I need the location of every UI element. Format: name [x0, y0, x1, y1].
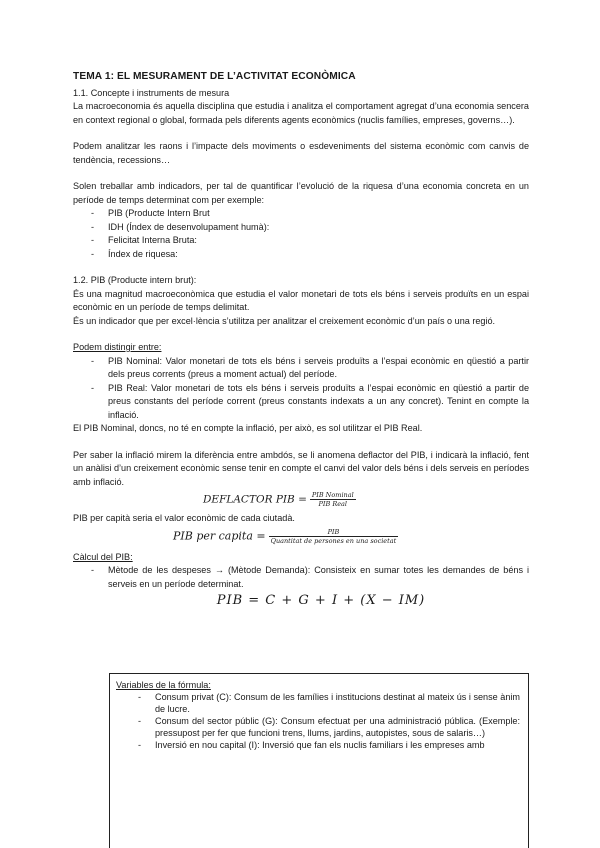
subheading: Càlcul del PIB: [73, 551, 133, 562]
list-item: - Consum privat (C): Consum de les famílies i institucions destinat al mateix ús i sense ànim de lucre. [138, 691, 520, 715]
list-item: - Felicitat Interna Bruta: [91, 234, 529, 248]
subheading: Podem distingir entre: [73, 342, 162, 352]
paragraph: La macroeconomia és aquella disciplina que estudia i analitza el comportament agregat d’una economia sencera en context regional o global, formada pels diferents agents econòmics (nuclis famílies, empreses, governs…). [73, 101, 529, 125]
list-item: - IDH (Índex de desenvolupament humà): [91, 221, 529, 235]
section-heading-1-1: 1.1. Concepte i instruments de mesura [73, 87, 230, 98]
section-heading-1-2: 1.2. PIB (Producte intern brut): [73, 275, 197, 285]
per-capita-formula: PIB per capita = $\frac{\text{PIB}}{\text{Quantitat de persones en una societat}}$ [173, 527, 397, 545]
pib-types-list [73, 355, 529, 423]
paragraph: Solen treballar amb indicadors, per tal de quantificar l’evolució de la riquesa d’una economia concreta en un període de temps determinat com per exemple: [73, 181, 529, 205]
list-item: - Mètode de les despeses → (Mètode Demanda): Consisteix en sumar totes les demandes de béns i serveis en un període determinat. [91, 564, 529, 591]
paragraph: Podem analitzar les raons i l’impacte dels moviments o esdeveniments del sistema econòmic com canvis de tendència, recessions… [73, 141, 529, 165]
variables-box [109, 673, 529, 848]
box-heading: Variables de la fórmula: [116, 680, 211, 690]
indicator-list [73, 207, 529, 261]
deflactor-formula: DEFLACTOR PIB = $\frac{\text{PIB Nominal}}{\text{PIB Real}}$ [203, 491, 354, 508]
paragraph: És un indicador que per excel·lència s’utilitza per analitzar el creixement econòmic d’un país o una regió. [73, 315, 496, 326]
paragraph: És una magnitud macroeconòmica que estudia el valor monetari de tots els béns i serveis produïts en un espai econòmic en un període de temps delimitat. [73, 288, 529, 312]
pib-formula: PIB = C + G + I + (X − IM) [216, 593, 426, 608]
list-item: - PIB Real: Valor monetari de tots els béns i serveis produïts a l’espai econòmic en qüestió a partir de preus constants del període corrent (preus constants indexats a un any concret). Tenint en compte la inflació. [91, 382, 529, 423]
paragraph: Per saber la inflació mirem la diferència entre ambdós, se li anomena deflactor del PIB, i indicarà la inflació, fent un anàlisi d’un creixement econòmic sense tenir en compte el canvi del valor dels béns i dels serveis en períodes amb inflació. [73, 449, 529, 487]
variables-list [116, 691, 520, 751]
list-item: - PIB (Producte Intern Brut [91, 207, 529, 221]
calc-method-list [73, 564, 529, 591]
document-page [73, 70, 529, 616]
list-item: - PIB Nominal: Valor monetari de tots els béns i serveis produïts a l’espai econòmic en qüestió a partir dels preus corrents (preus a moment actual) del període. [91, 355, 529, 382]
list-item: - Consum del sector públic (G): Consum efectuat per una administració pública. (Exemple: pressupost per fer que funcioni trens, llums, jardins, autopistes, sous de salaris…) [138, 715, 520, 739]
list-item: - Inversió en nou capital (I): Inversió que fan els nuclis familiars i les empreses amb [138, 739, 520, 751]
paragraph: El PIB Nominal, doncs, no té en compte la inflació, per això, es sol utilitzar el PIB Real. [73, 423, 423, 433]
paragraph: PIB per capità seria el valor econòmic de cada ciutadà. [73, 513, 295, 523]
page-title: TEMA 1: EL MESURAMENT DE L’ACTIVITAT ECONÒMICA [73, 71, 356, 82]
list-item: - Índex de riquesa: [91, 248, 529, 262]
